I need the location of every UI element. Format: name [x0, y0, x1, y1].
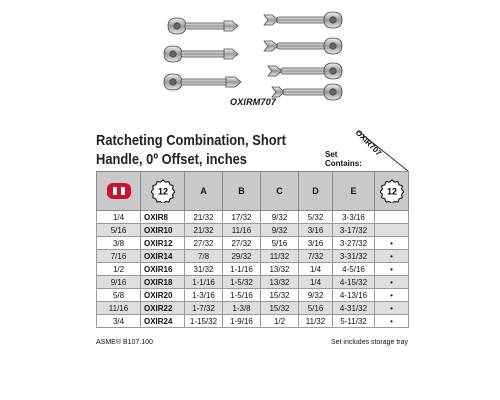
- size-cell: 3/4: [97, 315, 141, 328]
- page-title: [96, 131, 320, 169]
- dim-a-cell: 1-7/32: [185, 302, 223, 315]
- size-cell: 11/16: [97, 302, 141, 315]
- set-cell: •: [375, 237, 409, 250]
- dim-e-cell: 3-17/32: [333, 224, 375, 237]
- table-row: [97, 237, 409, 250]
- part-number-cell: OXIR14: [141, 250, 185, 263]
- col-header-c: C: [261, 172, 299, 211]
- set-twelve-point-icon-text: 12: [386, 186, 397, 197]
- open-end-icon: [106, 182, 132, 200]
- part-number-cell: OXIR22: [141, 302, 185, 315]
- dim-c-cell: 13/32: [261, 276, 299, 289]
- title-line-2: Handle, 0º Offset, inches: [96, 151, 247, 168]
- twelve-point-icon-text: 12: [157, 186, 168, 197]
- set-twelve-point-icon: [380, 179, 404, 203]
- table-row: [97, 302, 409, 315]
- size-cell: 1/4: [97, 211, 141, 224]
- set-code: OXIR707: [353, 128, 384, 158]
- dim-e-cell: 4-5/16: [333, 263, 375, 276]
- dim-b-cell: 1-5/16: [223, 289, 261, 302]
- size-cell: 3/8: [97, 237, 141, 250]
- set-cell: [375, 211, 409, 224]
- dim-a-cell: 1-3/16: [185, 289, 223, 302]
- dim-d-cell: 5/32: [299, 211, 333, 224]
- dim-a-cell: 21/32: [185, 211, 223, 224]
- dim-b-cell: 27/32: [223, 237, 261, 250]
- part-number-cell: OXIR20: [141, 289, 185, 302]
- dim-a-cell: 21/32: [185, 224, 223, 237]
- dim-a-cell: 1-1/16: [185, 276, 223, 289]
- dim-b-cell: 1-9/16: [223, 315, 261, 328]
- dim-b-cell: 1-3/8: [223, 302, 261, 315]
- dim-e-cell: 4-31/32: [333, 302, 375, 315]
- table-row: [97, 315, 409, 328]
- set-label-line-1: Set: [325, 150, 338, 159]
- table-row: [97, 263, 409, 276]
- table-row: [97, 211, 409, 224]
- dim-d-cell: 11/32: [299, 315, 333, 328]
- dim-d-cell: 9/32: [299, 289, 333, 302]
- dim-e-cell: 3-3/16: [333, 211, 375, 224]
- dim-d-cell: 1/4: [299, 263, 333, 276]
- dim-c-cell: 11/32: [261, 250, 299, 263]
- twelve-point-icon: [151, 179, 175, 203]
- wrench-set-image: [160, 8, 350, 106]
- set-cell: •: [375, 289, 409, 302]
- dim-e-cell: 4-13/16: [333, 289, 375, 302]
- dim-c-cell: 13/32: [261, 263, 299, 276]
- spec-table-body: [97, 211, 409, 328]
- size-cell: 5/8: [97, 289, 141, 302]
- dim-d-cell: 7/32: [299, 250, 333, 263]
- storage-tray-note: Set includes storage tray: [330, 339, 408, 346]
- set-cell: [375, 224, 409, 237]
- set-cell: •: [375, 263, 409, 276]
- dim-e-cell: 3-31/32: [333, 250, 375, 263]
- col-header-e: E: [333, 172, 375, 211]
- set-label-line-2: Contains:: [325, 159, 362, 168]
- spec-table: [96, 171, 409, 328]
- table-row: [97, 224, 409, 237]
- dim-b-cell: 11/16: [223, 224, 261, 237]
- dim-a-cell: 7/8: [185, 250, 223, 263]
- part-number-cell: OXIR8: [141, 211, 185, 224]
- dim-b-cell: 1-5/32: [223, 276, 261, 289]
- part-number-cell: OXIR16: [141, 263, 185, 276]
- code-header: [141, 172, 185, 211]
- table-row: [97, 276, 409, 289]
- dim-b-cell: 1-1/16: [223, 263, 261, 276]
- dim-d-cell: 3/16: [299, 237, 333, 250]
- table-row: [97, 250, 409, 263]
- dim-b-cell: 29/32: [223, 250, 261, 263]
- dim-a-cell: 1-15/32: [185, 315, 223, 328]
- set-cell: •: [375, 302, 409, 315]
- dim-c-cell: 1/2: [261, 315, 299, 328]
- size-cell: 7/16: [97, 250, 141, 263]
- col-header-a: A: [185, 172, 223, 211]
- title-line-1: Ratcheting Combination, Short: [96, 132, 286, 149]
- dim-a-cell: 27/32: [185, 237, 223, 250]
- dim-c-cell: 15/32: [261, 289, 299, 302]
- dim-d-cell: 1/4: [299, 276, 333, 289]
- dim-c-cell: 9/32: [261, 211, 299, 224]
- dim-d-cell: 3/16: [299, 224, 333, 237]
- set-cell: •: [375, 276, 409, 289]
- size-cell: 9/16: [97, 276, 141, 289]
- table-header-row: [97, 172, 409, 211]
- part-number-cell: OXIR24: [141, 315, 185, 328]
- col-header-d: D: [299, 172, 333, 211]
- dim-e-cell: 3-27/32: [333, 237, 375, 250]
- dim-c-cell: 9/32: [261, 224, 299, 237]
- part-number-cell: OXIR18: [141, 276, 185, 289]
- size-cell: 1/2: [97, 263, 141, 276]
- set-cell: •: [375, 315, 409, 328]
- dim-b-cell: 17/32: [223, 211, 261, 224]
- dim-e-cell: 4-15/32: [333, 276, 375, 289]
- col-header-b: B: [223, 172, 261, 211]
- model-code: OXIRM707: [230, 97, 277, 107]
- part-number-cell: OXIR12: [141, 237, 185, 250]
- size-cell: 5/16: [97, 224, 141, 237]
- dim-e-cell: 5-11/32: [333, 315, 375, 328]
- part-number-cell: OXIR10: [141, 224, 185, 237]
- set-header: [375, 172, 409, 211]
- dim-c-cell: 5/16: [261, 237, 299, 250]
- set-cell: •: [375, 250, 409, 263]
- dim-a-cell: 31/32: [185, 263, 223, 276]
- dim-c-cell: 15/32: [261, 302, 299, 315]
- standard-note: ASME® B107.100: [96, 339, 153, 346]
- dim-d-cell: 5/16: [299, 302, 333, 315]
- size-header: [97, 172, 141, 211]
- table-row: [97, 289, 409, 302]
